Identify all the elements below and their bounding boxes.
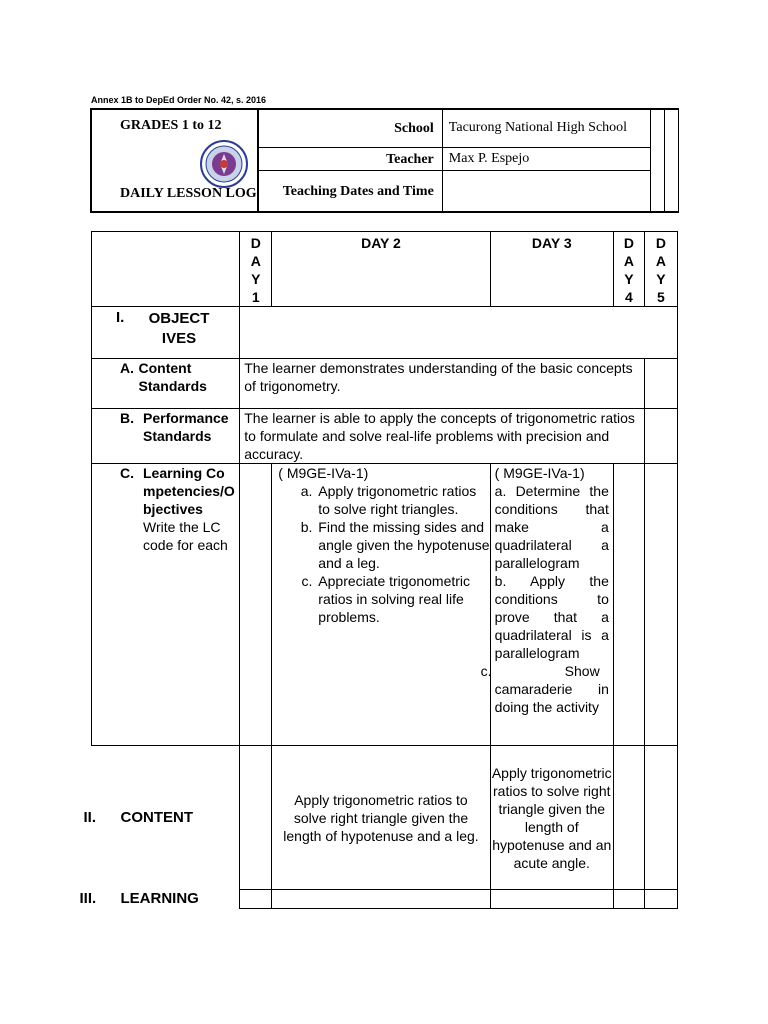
content-day3: Apply trigonometric ratios to solve right triangle given the length of hypotenuse and an acute angle.: [490, 746, 613, 890]
day3-header: DAY 3: [490, 232, 613, 307]
annex-reference: Annex 1B to DepEd Order No. 42, s. 2016: [91, 95, 267, 105]
learning-day5: [644, 890, 677, 909]
lc-day2-item-b: b. Find the missing sides and angle given the hypotenuse and a leg.: [316, 518, 489, 572]
objectives-header: I. OBJECTIVES: [92, 307, 240, 359]
performance-standards-text: The learner is able to apply the concepts of trigonometric ratios to formulate and solve real-life problems with precision and accuracy.: [240, 409, 645, 464]
teacher-label: Teacher: [258, 147, 442, 170]
grades-label: GRADES 1 to 12: [120, 118, 222, 133]
performance-standards-day5: [644, 409, 677, 464]
lc-day2: ( M9GE-IVa-1) a. Apply trigonometric ratios to solve right triangles. b. Find the missing sides and angle given the hypotenuse and a leg. c. Appreciate trigonometric ratios in solving real life problems.: [272, 464, 490, 746]
content-header: II. CONTENT: [92, 746, 240, 890]
header-table: [90, 108, 679, 213]
deped-seal-icon: [200, 140, 248, 188]
content-day4: [613, 746, 644, 890]
header-title-cell: [91, 109, 258, 212]
learning-day3: [490, 890, 613, 909]
lc-day5: [644, 464, 677, 746]
content-standards-text: The learner demonstrates understanding of the basic concepts of trigonometry.: [240, 359, 645, 409]
header-spacer-2: [664, 109, 678, 212]
daily-lesson-log-label: DAILY LESSON LOG: [120, 186, 257, 201]
content-standards-day5: [644, 359, 677, 409]
dates-value: [442, 170, 650, 212]
performance-standards-label: B. Performance Standards: [92, 409, 240, 464]
lesson-log-table: [79, 231, 678, 909]
teacher-value: Max P. Espejo: [442, 147, 650, 170]
lc-day2-list: [272, 482, 489, 626]
day1-header: D A Y 1: [240, 232, 272, 307]
day5-header: D A Y 5: [644, 232, 677, 307]
dates-label: Teaching Dates and Time: [258, 170, 442, 212]
school-value: Tacurong National High School: [442, 109, 650, 147]
objectives-content: [240, 307, 678, 359]
lc-day2-item-a: a. Apply trigonometric ratios to solve right triangles.: [316, 482, 489, 518]
header-spacer-1: [650, 109, 664, 212]
learning-day2: [272, 890, 490, 909]
content-day2: Apply trigonometric ratios to solve right triangle given the length of hypotenuse and a leg.: [272, 746, 490, 890]
learning-day4: [613, 890, 644, 909]
day2-header: DAY 2: [272, 232, 490, 307]
day4-header: D A Y 4: [613, 232, 644, 307]
content-standards-label: A. Content Standards: [92, 359, 240, 409]
school-label: School: [258, 109, 442, 147]
learning-competencies-label: C. Learning Competencies/Objectives Write the LC code for each: [92, 464, 240, 746]
lc-day1: [240, 464, 272, 746]
learning-header: III. LEARNING: [92, 890, 240, 909]
content-day1: [240, 746, 272, 890]
blank-corner: [92, 232, 240, 307]
content-day5: [644, 746, 677, 890]
learning-day1: [240, 890, 272, 909]
lc-day3: ( M9GE-IVa-1) a. Determine the conditions that make a quadrilateral a parallelogram b. Apply the conditions to prove that a quadrilateral is a parallelogram c. Show camaraderie in doing the activity: [490, 464, 613, 746]
lc-day4: [613, 464, 644, 746]
lc-day2-item-c: c. Appreciate trigonometric ratios in solving real life problems.: [316, 572, 489, 626]
